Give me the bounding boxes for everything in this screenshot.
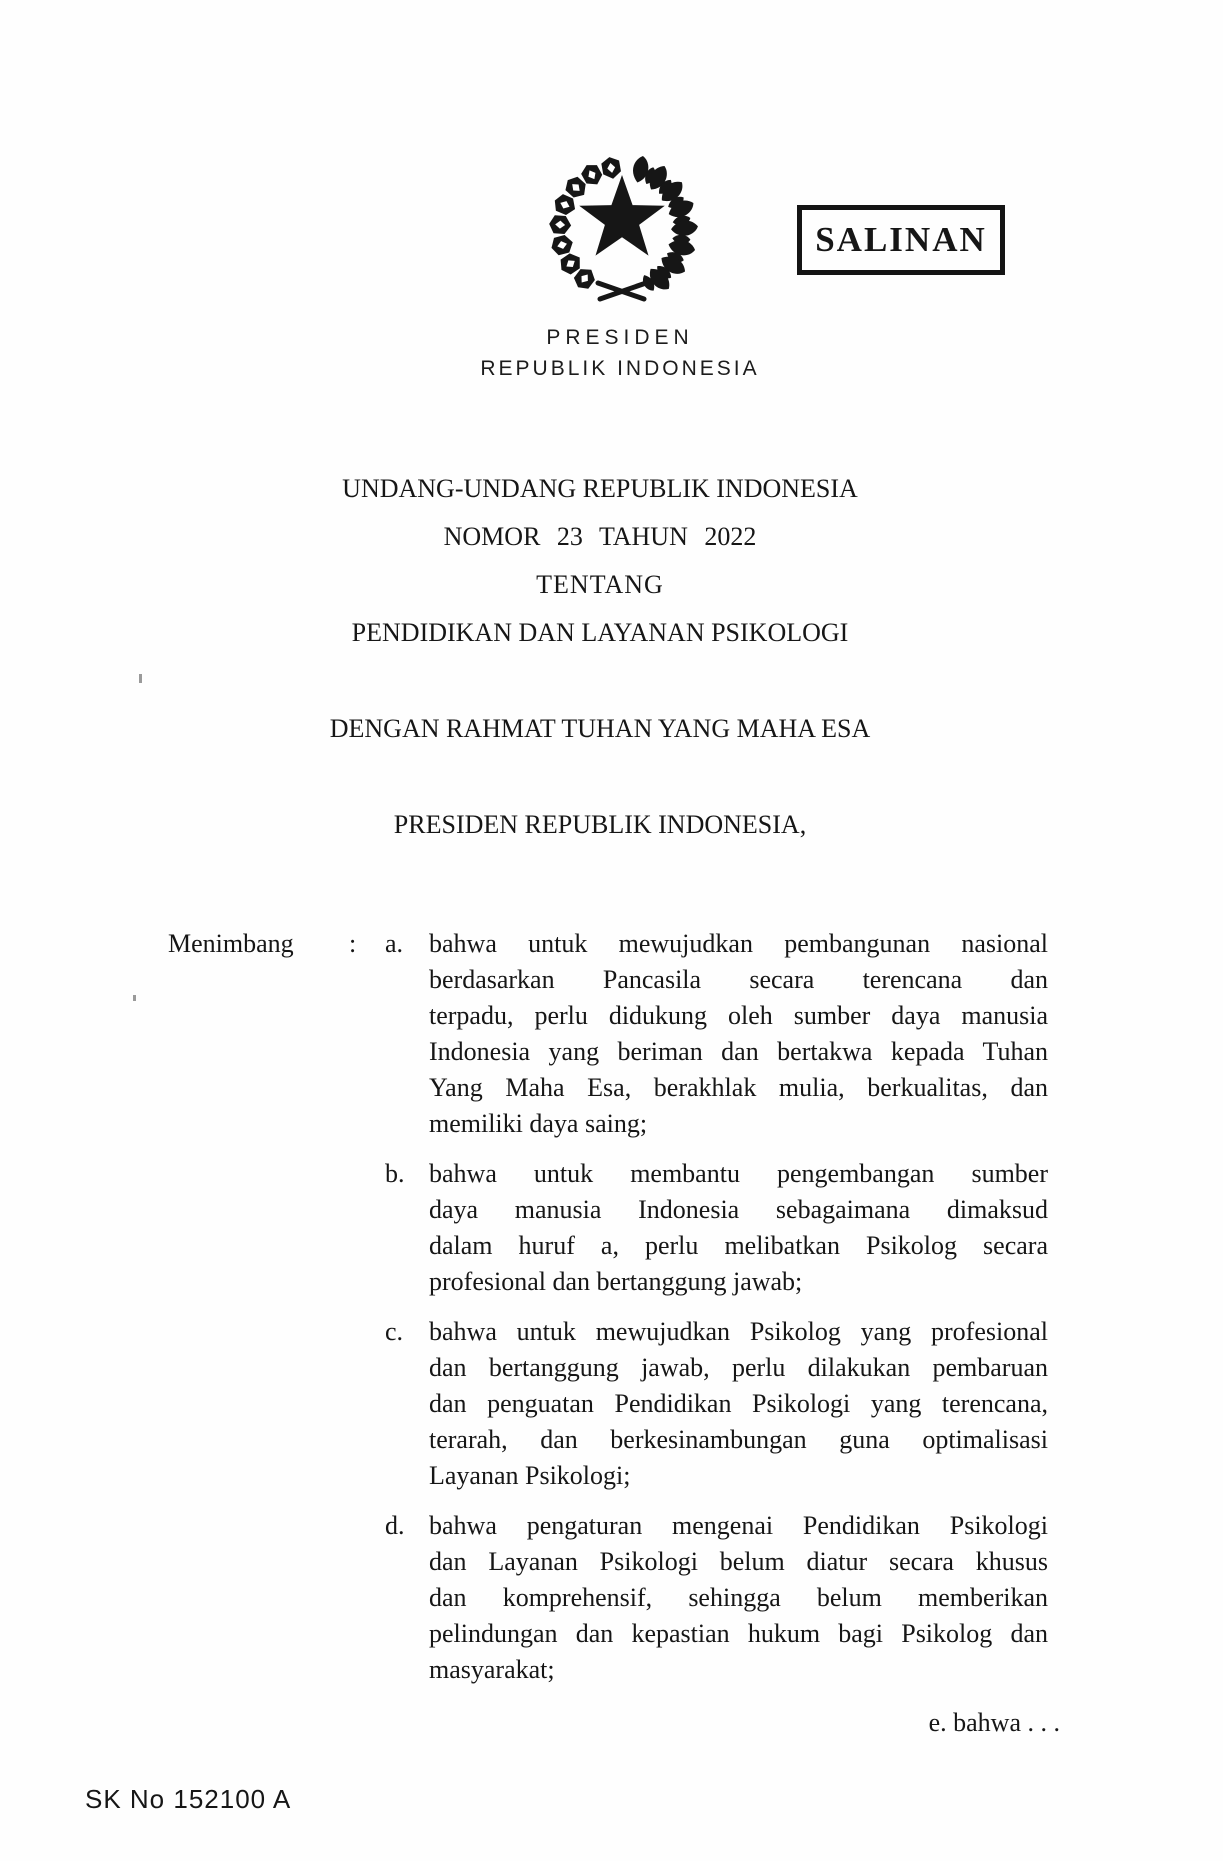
item-text: bahwa pengaturan mengenai Pendidikan Psikologi dan Layanan Psikologi belum diatur secara khusus dan komprehensif, sehingga belum memberikan pelindungan dan kepastian hukum bagi Psikolog dan masyarakat;	[429, 1511, 1048, 1684]
continuation-catchword: e. bahwa . . .	[928, 1708, 1060, 1737]
law-title-number: NOMOR 23 TAHUN 2022	[443, 522, 757, 551]
salinan-stamp	[797, 205, 1005, 275]
item-marker: b.	[385, 1159, 405, 1188]
law-title-tentang: TENTANG	[536, 570, 664, 599]
item-text: bahwa untuk mewujudkan pembangunan nasional berdasarkan Pancasila secara terencana dan terpadu, perlu didukung oleh sumber daya manusia Indonesia yang beriman dan bertakwa kepada Tuhan Yang Maha Esa, berakhlak mulia, berkualitas, dan memiliki daya saing;	[429, 929, 1048, 1138]
scan-speck	[133, 995, 136, 1001]
item-marker: c.	[385, 1317, 404, 1346]
doc-number: SK No 152100 A	[85, 1784, 292, 1814]
letterhead-republik-indonesia: REPUBLIK INDONESIA	[480, 357, 760, 380]
letterhead-presiden: PRESIDEN	[546, 326, 694, 349]
law-title-subject: PENDIDIKAN DAN LAYANAN PSIKOLOGI	[351, 618, 849, 647]
menimbang-item-a	[385, 926, 1048, 1142]
salinan-label: SALINAN	[815, 220, 987, 259]
menimbang-items	[385, 926, 1048, 1702]
menimbang-item-b	[385, 1156, 1048, 1300]
menimbang-item-d	[385, 1508, 1048, 1688]
letterhead	[420, 326, 820, 381]
authority-line: PRESIDEN REPUBLIK INDONESIA,	[393, 810, 807, 839]
item-marker: d.	[385, 1511, 405, 1540]
menimbang-colon: :	[349, 929, 357, 958]
menimbang-label: Menimbang	[168, 929, 294, 958]
presidential-emblem-icon	[540, 145, 705, 307]
item-text: bahwa untuk membantu pengembangan sumber daya manusia Indonesia sebagaimana dimaksud dalam huruf a, perlu melibatkan Psikolog secara profesional dan bertanggung jawab;	[429, 1159, 1048, 1296]
law-title-line1: UNDANG-UNDANG REPUBLIK INDONESIA	[342, 474, 858, 503]
invocation-line: DENGAN RAHMAT TUHAN YANG MAHA ESA	[329, 714, 871, 743]
item-text: bahwa untuk mewujudkan Psikolog yang profesional dan bertanggung jawab, perlu dilakukan pembaruan dan penguatan Pendidikan Psikologi yang terencana, terarah, dan berkesinambungan guna optimalisasi Layanan Psikologi;	[429, 1317, 1048, 1490]
scan-speck	[139, 674, 142, 683]
menimbang-item-c	[385, 1314, 1048, 1494]
item-marker: a.	[385, 929, 404, 958]
